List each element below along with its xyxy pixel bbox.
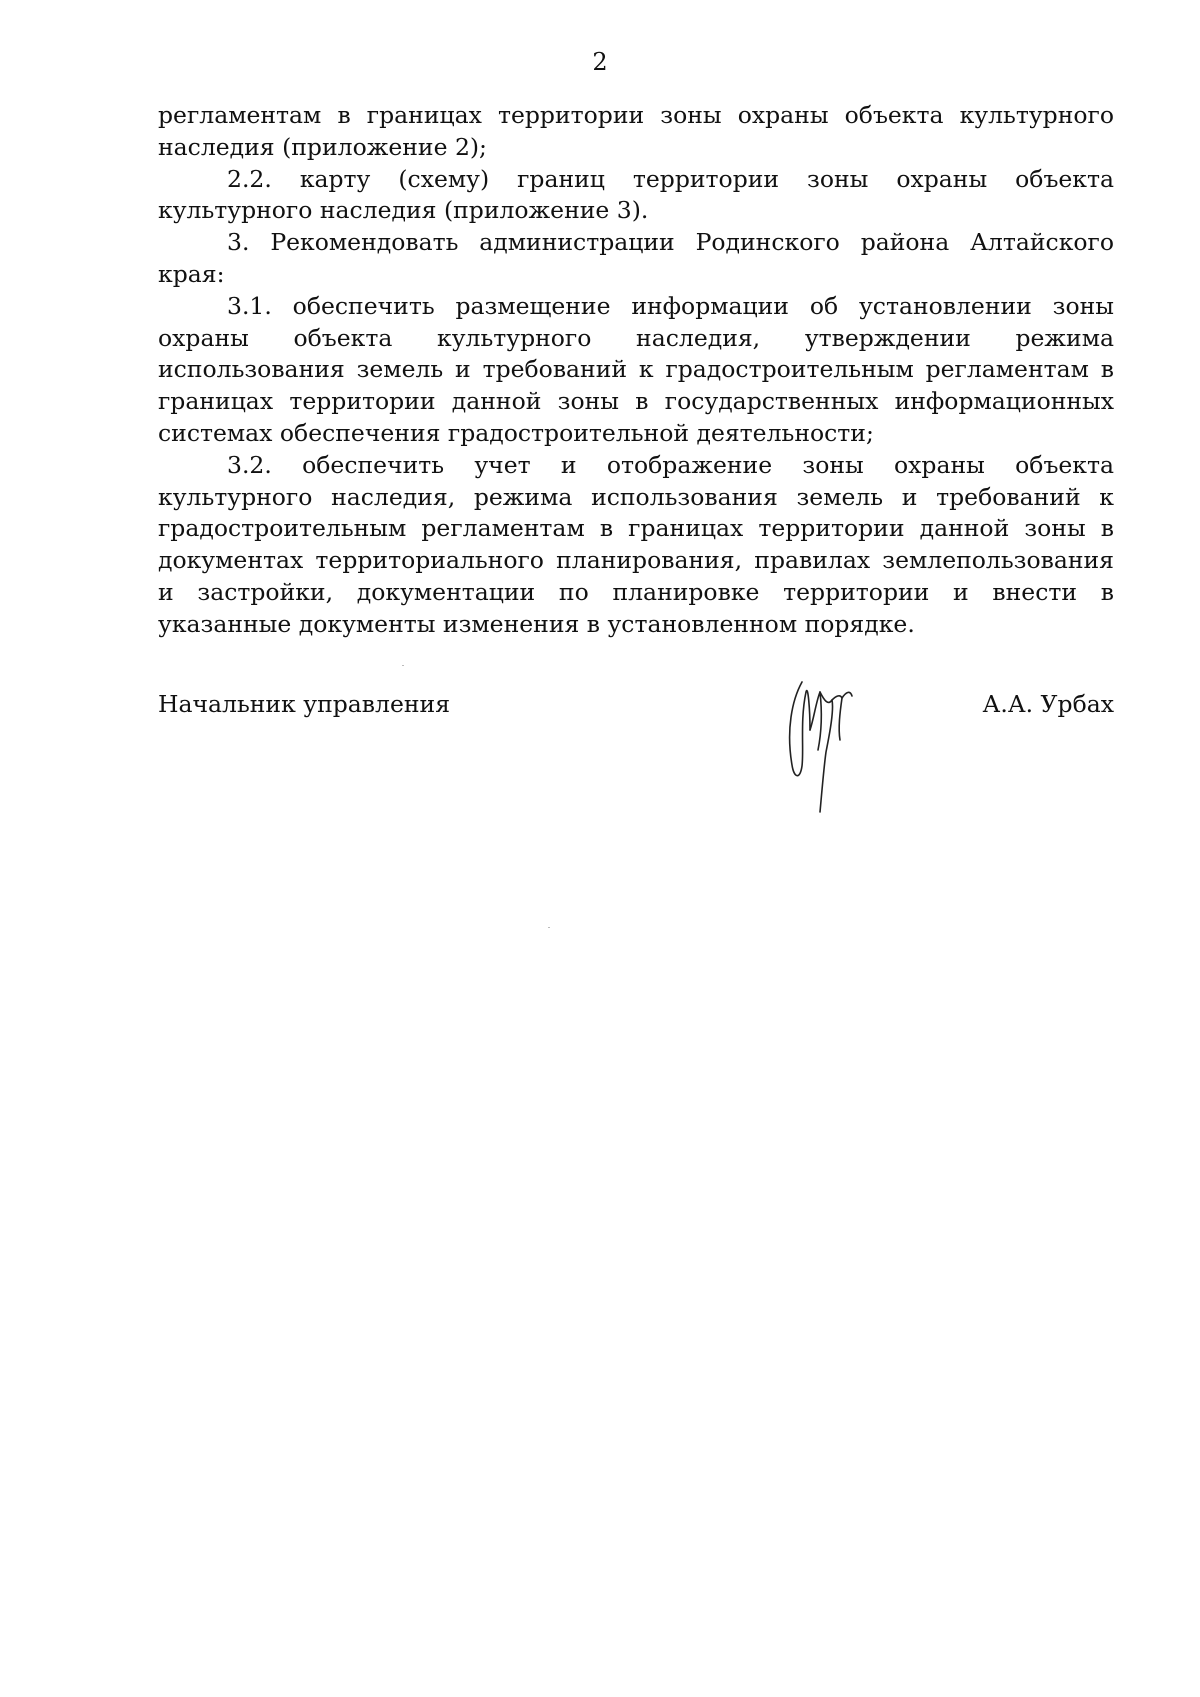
signer-name: А.А. Урбах <box>982 690 1114 718</box>
paragraph-3-2: 3.2. обеспечить учет и отображение зоны охраны объекта культурного наследия, режима использования земель и требований к градостроительным регламентам в границах территории данной зоны в документах территориального планирования, правилах землепользования и застройки, документации по планировке территории и внести в указанные документы изменения в установленном порядке. <box>158 450 1114 638</box>
signer-position: Начальник управления <box>158 690 451 718</box>
handwritten-signature-icon <box>770 670 880 820</box>
paragraph-2-2: 2.2. карту (схему) границ территории зоны охраны объекта культурного наследия (приложение 3). <box>158 164 1114 225</box>
scan-speck <box>402 665 404 666</box>
paragraph-continuation-2-1: регламентам в границах территории зоны охраны объекта культурного наследия (приложение 2); <box>158 101 1114 161</box>
paragraph-3: 3. Рекомендовать администрации Родинского района Алтайского края: <box>158 228 1114 288</box>
page-number: 2 <box>592 48 608 76</box>
signature-block <box>158 688 1114 728</box>
document-body <box>158 100 1114 641</box>
paragraph-3-1: 3.1. обеспечить размещение информации об установлении зоны охраны объекта культурного наследия, утверждении режима использования земель и требований к градостроительным регламентам в границах территории данной зоны в государственных информационных системах обеспечения градостроительной деятельности; <box>158 291 1114 447</box>
scan-speck <box>548 927 550 928</box>
